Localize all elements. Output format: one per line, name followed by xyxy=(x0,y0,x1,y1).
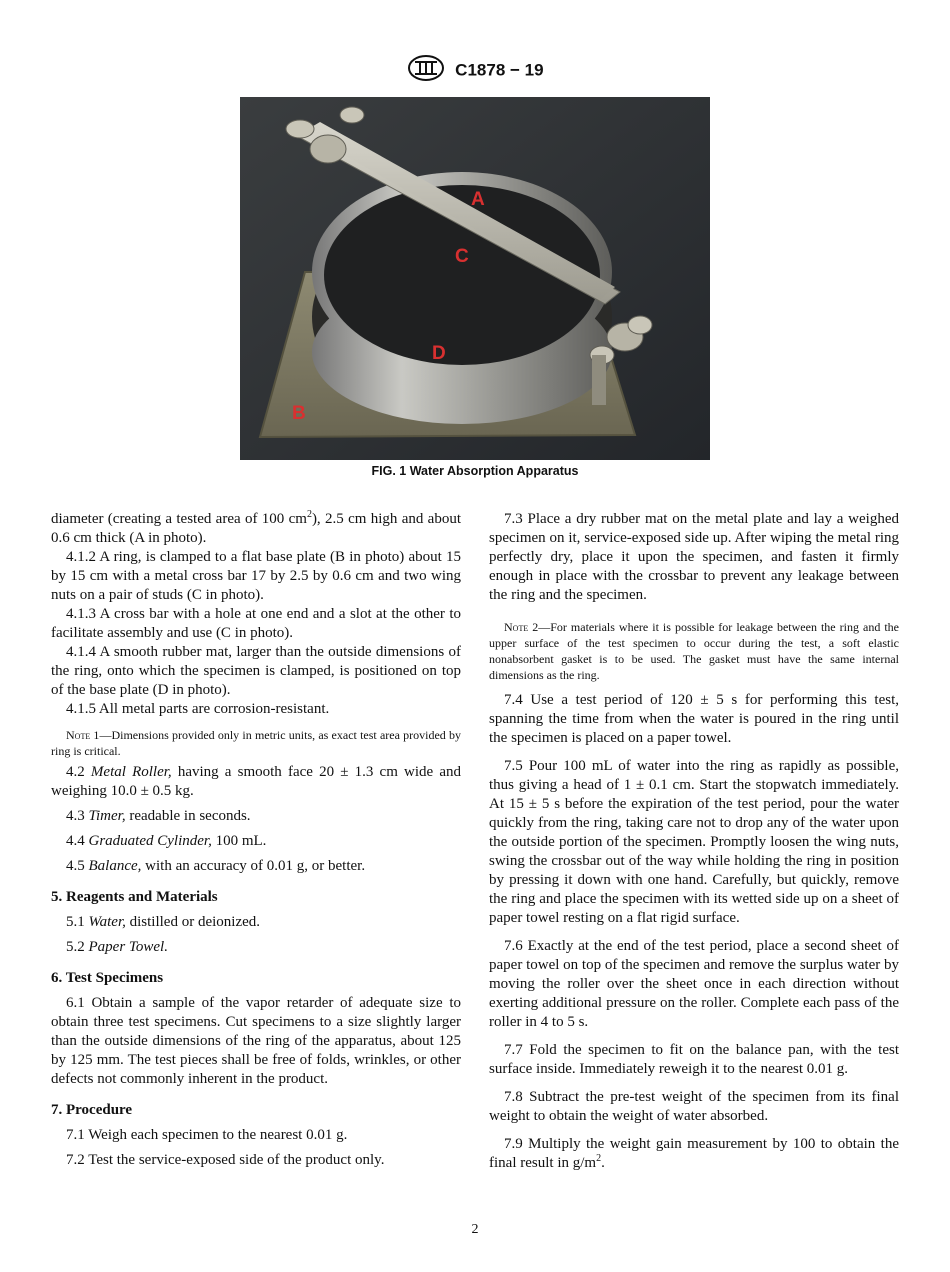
note-1: Note 1—Dimensions provided only in metric units, as exact test area provided by ring is critical. xyxy=(51,728,462,758)
paragraph-4-4: 4.4 Graduated Cylinder, 100 mL. xyxy=(66,833,267,849)
paragraph-7-8: 7.8 Subtract the pre-test weight of the specimen from its final weight to obtain the weight of water absorbed. xyxy=(489,1089,899,1124)
paragraph-4-5: 4.5 Balance, with an accuracy of 0.01 g, or better. xyxy=(66,858,366,874)
paragraph-7-3: 7.3 Place a dry rubber mat on the metal plate and lay a weighed specimen on it, service-exposed side up. After wiping the metal ring perfectly dry, place it upon the specimen, and fasten it firmly enough in place with the crossbar to prevent any leakage between the ring and the specimen. xyxy=(489,511,899,603)
astm-logo-icon xyxy=(406,54,446,87)
paragraph-4-2: 4.2 Metal Roller, having a smooth face 20 ± 1.3 cm wide and weighing 10.0 ± 0.5 kg. xyxy=(51,764,462,799)
paragraph-4-1-5: 4.1.5 All metal parts are corrosion-resistant. xyxy=(66,701,330,717)
paragraph-7-1: 7.1 Weigh each specimen to the nearest 0.01 g. xyxy=(66,1127,348,1143)
apparatus-photo xyxy=(240,97,710,460)
paragraph-7-2: 7.2 Test the service-exposed side of the product only. xyxy=(66,1152,385,1168)
label-c: C xyxy=(455,246,469,267)
paragraph-4-1-3: 4.1.3 A cross bar with a hole at one end and a slot at the other to facilitate assembly and use (C in photo). xyxy=(51,606,461,641)
page-number: 2 xyxy=(471,1222,479,1237)
right-column xyxy=(489,510,899,1173)
paragraph-5-2: 5.2 Paper Towel. xyxy=(66,939,168,955)
section-5-heading: 5. Reagents and Materials xyxy=(51,889,218,905)
page-header xyxy=(0,54,950,87)
paragraph-5-1: 5.1 Water, distilled or deionized. xyxy=(66,914,261,930)
section-7-heading: 7. Procedure xyxy=(51,1102,133,1118)
paragraph-7-4: 7.4 Use a test period of 120 ± 5 s for performing this test, spanning the time from when the water is poured in the ring until the specimen is placed on a paper towel. xyxy=(489,692,899,746)
label-a: A xyxy=(471,189,485,210)
paragraph-4-3: 4.3 Timer, readable in seconds. xyxy=(66,808,251,824)
section-6-heading: 6. Test Specimens xyxy=(51,970,164,986)
paragraph-7-6: 7.6 Exactly at the end of the test period, place a second sheet of paper towel on top of the specimen and remove the surplus water by moving the roller over the sheet once in each direction without exerting additional pressure on the roller. Complete each pass of the roller in 4 to 5 s. xyxy=(489,938,899,1030)
paragraph-7-5: 7.5 Pour 100 mL of water into the ring as rapidly as possible, thus giving a head of 1 ± 0.1 cm. Start the stopwatch immediately. At 15 ± 5 s before the expiration of the test period, pour the water quickly from the ring, taking care not to drop any of the water upon the outside portion of the specimen. Promptly loosen the wing nuts, swing the crossbar out of the way while holding the ring in position by pressing it down with one hand. Carefully, but quickly, remove the ring and place the specimen with its wetted side up on a sheet of paper towel resting on a flat rigid surface. xyxy=(489,758,899,926)
paragraph-7-9: 7.9 Multiply the weight gain measurement by 100 to obtain the final result in $g/m^2$. xyxy=(489,1136,899,1171)
paragraph-4-1-4: 4.1.4 A smooth rubber mat, larger than the outside dimensions of the ring, onto which the specimen is clamped, is positioned on top of the base plate (D in photo). xyxy=(51,644,461,698)
paragraph-4-1-2: 4.1.2 A ring, is clamped to a flat base plate (B in photo) about 15 by 15 cm with a metal cross bar 17 by 2.5 by 0.6 cm and two wing nuts on a pair of studs (C in photo). xyxy=(51,549,461,603)
figure-caption: FIG. 1 Water Absorption Apparatus xyxy=(371,464,579,478)
paragraph-7-7: 7.7 Fold the specimen to fit on the balance pan, with the test surface inside. Immediately reweigh it to the nearest 0.01 g. xyxy=(489,1042,899,1077)
note-2: Note 2—For materials where it is possible for leakage between the ring and the upper surface of the test specimen to occur during the test, a soft elastic nonabsorbent gasket is to be used. The gasket must have the same internal dimensions as the ring. xyxy=(489,620,899,682)
paragraph-6-1: 6.1 Obtain a sample of the vapor retarder of adequate size to obtain three test specimens. Cut specimens to a size slightly larger than the outside dimensions of the ring of the apparatus, about 125 by 125 mm. The test pieces shall be free of folds, wrinkles, or other defects not commonly inherent in the product. xyxy=(51,995,461,1087)
label-d: D xyxy=(432,343,446,364)
paragraph-4-1-1-cont: diameter (creating a tested area of 100 $cm^2$), 2.5 cm high and about 0.6 cm thick (A in photo). xyxy=(51,509,461,546)
label-b: B xyxy=(292,403,306,424)
standard-code: C1878 − 19 xyxy=(455,60,544,80)
left-column xyxy=(51,510,461,1170)
